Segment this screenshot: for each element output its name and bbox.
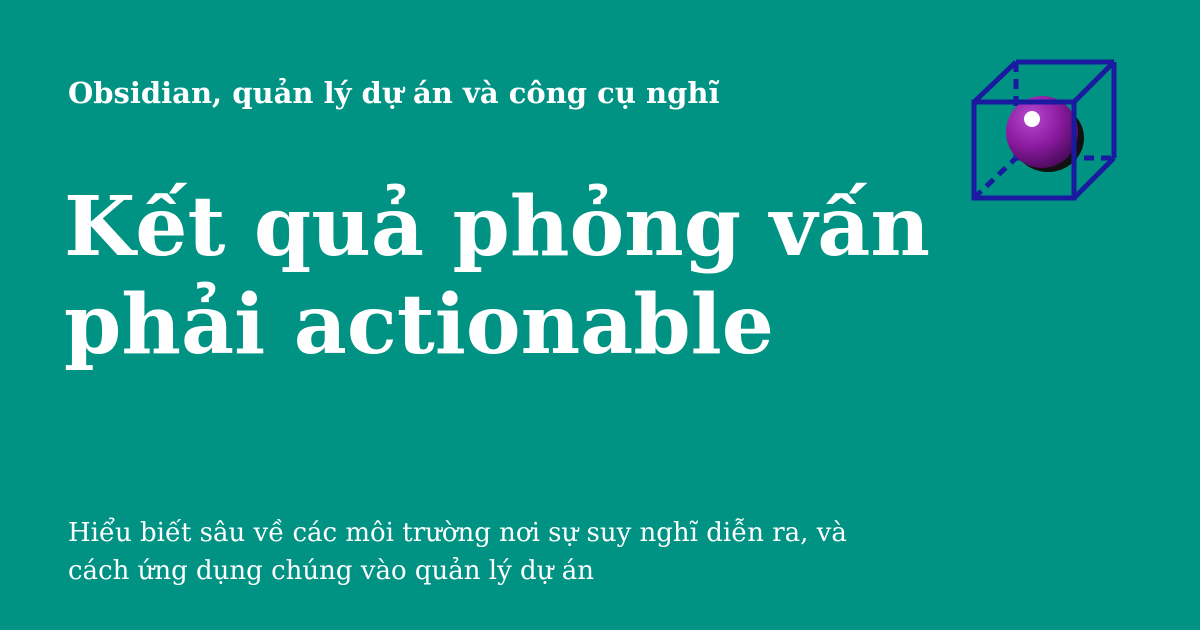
- title-line-1: Kết quả phỏng vấn: [64, 179, 931, 275]
- page-title: [64, 178, 931, 374]
- subtitle-line-2: cách ứng dụng chúng vào quản lý dự án: [68, 556, 594, 586]
- subtitle: [68, 514, 928, 590]
- series-label: Obsidian, quản lý dự án và công cụ nghĩ: [68, 76, 720, 110]
- subtitle-line-1: Hiểu biết sâu về các môi trường nơi sự suy nghĩ diễn ra, và: [68, 518, 847, 548]
- cube-sphere-logo-icon: [966, 56, 1122, 208]
- title-line-2: phải actionable: [64, 277, 774, 373]
